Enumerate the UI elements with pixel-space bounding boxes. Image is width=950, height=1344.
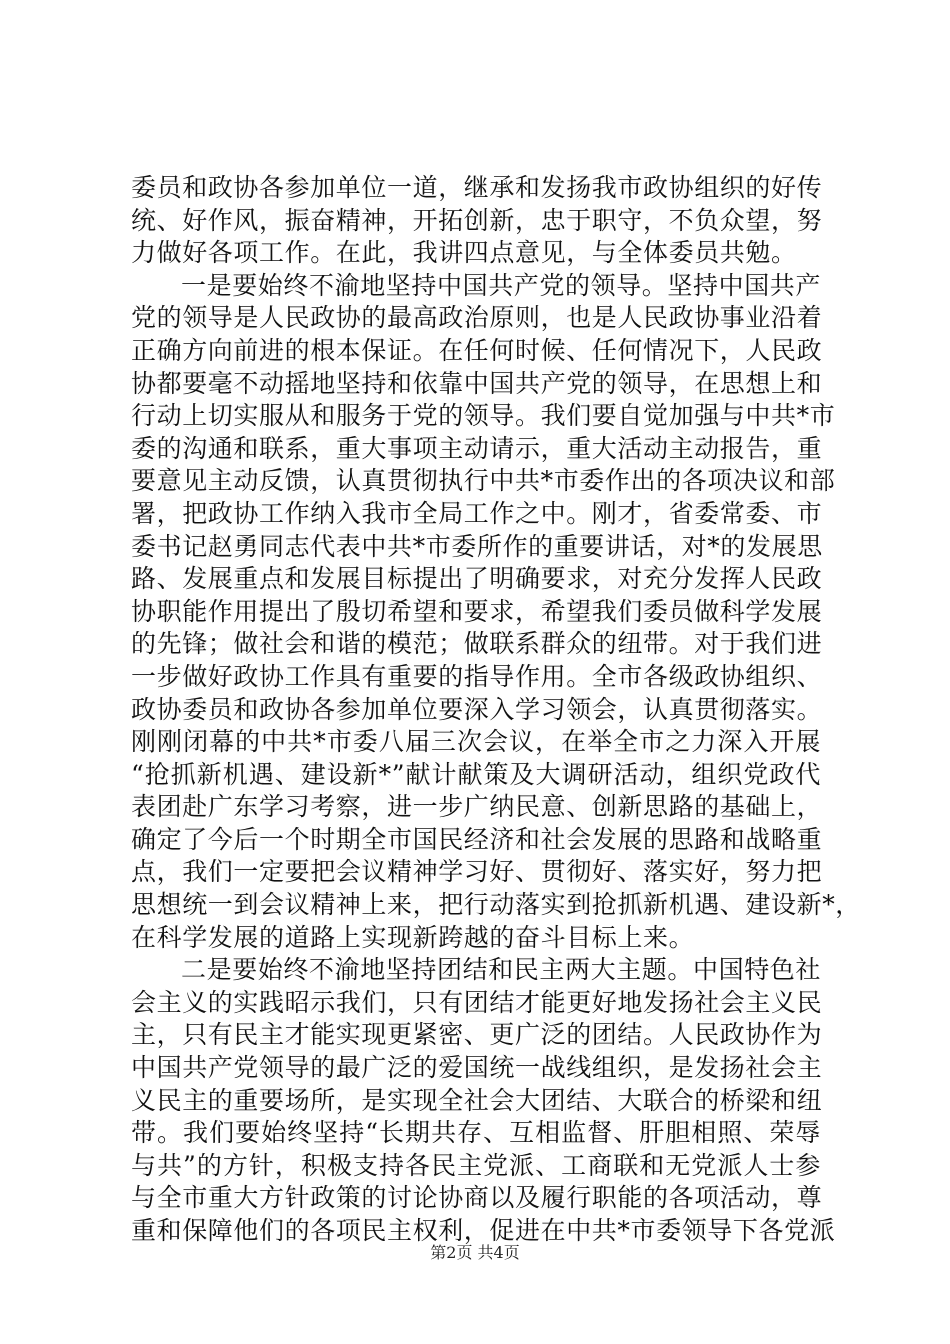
text-line: 带。我们要始终坚持“长期共存、互相监督、肝胆相照、荣辱	[131, 1118, 821, 1148]
text-line: 中国共产党领导的最广泛的爱国统一战线组织，是发扬社会主	[131, 1053, 823, 1083]
text-line: 与共”的方针，积极支持各民主党派、工商联和无党派人士参	[131, 1150, 821, 1180]
paragraph-first-line: 一是要始终不渝地坚持中国共产党的领导。坚持中国共产	[181, 270, 822, 300]
paragraph-first-line: 二是要始终不渝地坚持团结和民主两大主题。中国特色社	[181, 955, 822, 985]
text-line: 党的领导是人民政协的最高政治原则，也是人民政协事业沿着	[131, 303, 823, 333]
text-line: 统、好作风，振奋精神，开拓创新，忠于职守，不负众望，努	[131, 205, 823, 235]
text-line: 点，我们一定要把会议精神学习好、贯彻好、落实好，努力把	[131, 857, 823, 887]
text-line: 委书记赵勇同志代表中共*市委所作的重要讲话，对*的发展思	[131, 531, 823, 561]
text-line: 署，把政协工作纳入我市全局工作之中。刚才，省委常委、市	[131, 498, 823, 528]
text-line: 确定了今后一个时期全市国民经济和社会发展的思路和战略重	[131, 824, 823, 854]
text-line: 一步做好政协工作具有重要的指导作用。全市各级政协组织、	[131, 661, 823, 691]
text-line: 刚刚闭幕的中共*市委八届三次会议，在举全市之力深入开展	[131, 727, 821, 757]
text-line: 委的沟通和联系，重大事项主动请示，重大活动主动报告，重	[131, 433, 823, 463]
body-text	[131, 172, 861, 1248]
text-line: 与全市重大方针政策的讨论协商以及履行职能的各项活动，尊	[131, 1183, 823, 1213]
text-line: 力做好各项工作。在此，我讲四点意见，与全体委员共勉。	[131, 238, 797, 268]
text-line: 重和保障他们的各项民主权利，促进在中共*市委领导下各党派	[131, 1216, 836, 1245]
text-line: 协都要毫不动摇地坚持和依靠中国共产党的领导，在思想上和	[131, 368, 823, 398]
text-line: 表团赴广东学习考察，进一步广纳民意、创新思路的基础上，	[131, 792, 823, 822]
text-line: 正确方向前进的根本保证。在任何时候、任何情况下，人民政	[131, 335, 823, 365]
text-line: 路、发展重点和发展目标提出了明确要求，对充分发挥人民政	[131, 564, 823, 594]
text-line: 要意见主动反馈，认真贯彻执行中共*市委作出的各项决议和部	[131, 466, 836, 496]
text-line: 政协委员和政协各参加单位要深入学习领会，认真贯彻落实。	[131, 694, 823, 724]
text-line: 义民主的重要场所，是实现全社会大团结、大联合的桥梁和纽	[131, 1085, 823, 1115]
text-line: “抢抓新机遇、建设新*”献计献策及大调研活动，组织党政代	[131, 759, 821, 789]
text-line: 在科学发展的道路上实现新跨越的奋斗目标上来。	[131, 922, 695, 952]
text-line: 的先锋；做社会和谐的模范；做联系群众的纽带。对于我们进	[131, 629, 823, 659]
text-line: 行动上切实服从和服务于党的领导。我们要自觉加强与中共*市	[131, 401, 836, 431]
text-line: 协职能作用提出了殷切希望和要求，希望我们委员做科学发展	[131, 596, 823, 626]
text-line: 思想统一到会议精神上来，把行动落实到抢抓新机遇、建设新*，	[131, 890, 861, 920]
text-line: 委员和政协各参加单位一道，继承和发扬我市政协组织的好传	[131, 173, 823, 202]
page-number-footer: 第2页 共4页	[430, 1243, 520, 1262]
text-line: 主，只有民主才能实现更紧密、更广泛的团结。人民政协作为	[131, 1020, 823, 1050]
text-line: 会主义的实践昭示我们，只有团结才能更好地发扬社会主义民	[131, 987, 823, 1017]
